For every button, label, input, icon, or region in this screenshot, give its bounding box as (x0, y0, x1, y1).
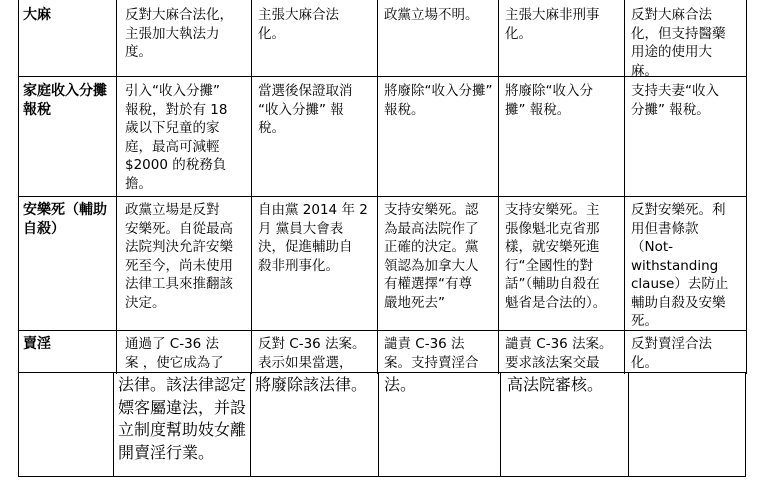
row-topic-cannabis: 大麻 (23, 7, 51, 23)
row-topic-prostitution: 賣淫 (23, 336, 51, 352)
cannabis-party-2: 主張大麻合法 化。 (258, 7, 339, 42)
euthanasia-party-2: 自由黨 2014 年 2 月 黨員大會表 決，促進輔助自 殺非刑事化。 (258, 202, 368, 274)
euthanasia-party-1: 政黨立場是反對 安樂死。自從最高 法院判決允許安樂 死至今，尚未使用 法律工具來推翻該 決定。 (125, 202, 233, 311)
euthanasia-party-4: 支持安樂死。主 張像魁北克省那 樣，就安樂死進 行“全國性的對 話”（輔助自殺在 魁省是合法的）。 (505, 202, 607, 311)
prostitution-party-3: 譴責 C-36 法 案。支持賣淫合 (384, 336, 479, 371)
cannabis-party-4: 主張大麻非刑事 化。 (505, 7, 600, 42)
continuation-divider-3 (378, 372, 379, 476)
income-splitting-party-2: 當選後保證取消 “收入分攤” 報 稅。 (258, 83, 353, 136)
prostitution-party-5: 反對賣淫合法 化。 (631, 336, 712, 371)
income-splitting-party-1: 引入“收入分攤” 報稅，對於有 18 歲以下兒童的家 庭，最高可減輕 $2000 的稅務負 擔。 (125, 83, 228, 192)
table-border-left (18, 0, 19, 374)
cannabis-party-1: 反對大麻合法化， 主張加大執法力 度。 (125, 7, 233, 60)
continuation-border-right (745, 372, 746, 476)
income-splitting-party-3: 將廢除“收入分攤” 報稅。 (384, 83, 493, 118)
table-border-right (746, 0, 747, 374)
euthanasia-party-3: 支持安樂死。認 為最高法院作了 正確的決定。黨 領認為加拿大人 有權選擇“有尊 嚴地死去” (384, 202, 479, 311)
row-topic-income-splitting: 家庭收入分攤 報稅 (23, 83, 107, 118)
column-divider-2 (251, 0, 252, 374)
income-splitting-party-5: 支持夫妻“收入 分攤” 報稅。 (631, 83, 719, 118)
prostitution-party-1: 通過了 C-36 法 案 ，使它成為了 (125, 336, 224, 371)
prostitution-party-4: 譴責 C-36 法案。 要求該法案交最 (505, 336, 613, 371)
cannabis-party-5: 反對大麻合法 化，但支持醫藥 用途的使用大 麻。 (631, 7, 726, 79)
continuation-divider-4 (500, 372, 501, 476)
cannabis-party-3: 政黨立場不明。 (384, 7, 479, 23)
prostitution-party-2: 反對 C-36 法案。 表示如果當選， (258, 336, 366, 371)
continuation-bottom-border (18, 476, 746, 477)
continuation-border-left (18, 372, 19, 476)
row-topic-euthanasia: 安樂死（輔助 自殺） (23, 202, 107, 237)
prostitution-continued-party-2: 將廢除該法律。 (255, 375, 368, 394)
column-divider-1 (116, 0, 117, 374)
column-divider-4 (498, 0, 499, 374)
income-splitting-party-4: 將廢除“收入分 攤” 報稅。 (505, 83, 593, 118)
prostitution-continued-party-4: 高法院審核。 (507, 375, 604, 394)
prostitution-continued-party-1: 法律。該法律認定 嫖客屬違法，并設 立制度幫助妓女離 開賣淫行業。 (118, 375, 247, 462)
column-divider-5 (624, 0, 625, 374)
column-divider-3 (377, 0, 378, 374)
row-divider (18, 196, 747, 197)
prostitution-continued-party-3: 法。 (384, 375, 417, 394)
continuation-divider-1 (113, 372, 114, 476)
continuation-divider-5 (628, 372, 629, 476)
continuation-top-border (18, 372, 747, 373)
euthanasia-party-5: 反對安樂死。利 用但書條款 （Not- withstanding clause）去防止 輔助自殺及安樂 死。 (631, 202, 729, 329)
continuation-divider-2 (250, 372, 251, 476)
